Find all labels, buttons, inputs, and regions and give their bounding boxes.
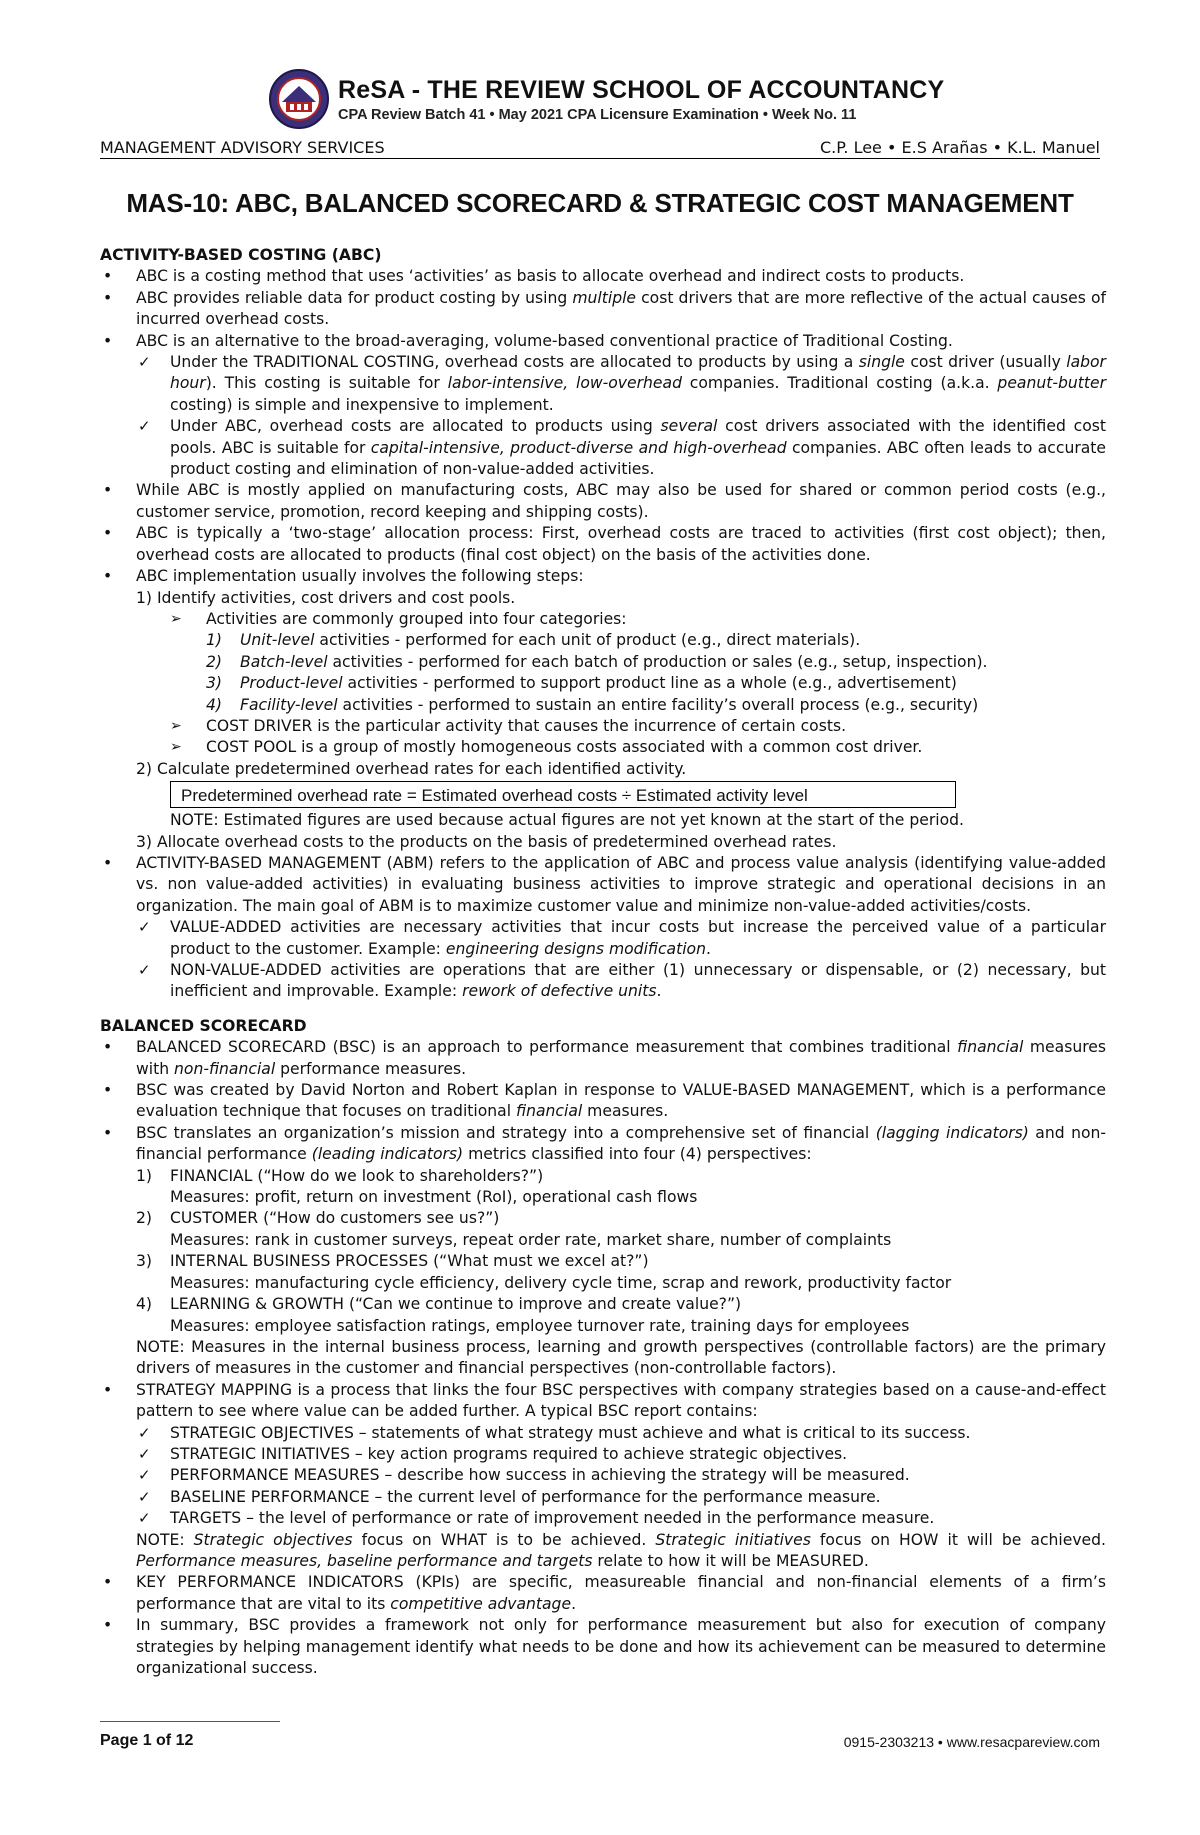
note: NOTE: Strategic objectives focus on WHAT is to be achieved. Strategic initiatives focus on HOW it will be achieved. Performance measures, baseline performance and targets relate to how it will be MEASURED. — [136, 1530, 1107, 1570]
check-item: ✓ NON-VALUE-ADDED activities are operations that are either (1) unnecessary or dispensable, or (2) necessary, but inefficient and improvable. Example: rework of defective units. — [100, 960, 1106, 1003]
check-item: ✓ BASELINE PERFORMANCE – the current level of performance for the performance measure. — [100, 1487, 1106, 1508]
step: 3) Allocate overhead costs to the products on the basis of predetermined overhead rates. — [136, 832, 837, 851]
school-name: ReSA - THE REVIEW SCHOOL OF ACCOUNTANCY — [338, 76, 945, 104]
check-item: ✓ STRATEGIC INITIATIVES – key action programs required to achieve strategic objectives. — [100, 1444, 1106, 1465]
activity-level: 1) Unit-level activities - performed for each unit of product (e.g., direct materials). — [206, 631, 861, 650]
page-number: Page 1 of 12 — [100, 1732, 194, 1749]
perspective: 4) LEARNING & GROWTH (“Can we continue to improve and create value?”) — [136, 1295, 742, 1314]
formula-box-wrapper — [100, 781, 1106, 808]
subject-name: MANAGEMENT ADVISORY SERVICES — [100, 138, 385, 157]
perspective: 3) INTERNAL BUSINESS PROCESSES (“What must we excel at?”) — [136, 1252, 649, 1271]
bullet: • While ABC is mostly applied on manufacturing costs, ABC may also be used for shared or common period costs (e.g., customer service, promotion, record keeping and shipping costs). — [100, 480, 1106, 523]
footer-divider — [100, 1721, 280, 1722]
bullet: • ABC implementation usually involves the following steps: — [100, 566, 1106, 587]
perspective-measures: Measures: profit, return on investment (RoI), operational cash flows — [170, 1188, 698, 1207]
bullet: • ABC provides reliable data for product costing by using multiple cost drivers that are more reflective of the actual causes of incurred overhead costs. — [100, 288, 1106, 331]
activity-level: 3) Product-level activities - performed to support product line as a whole (e.g., advertisement) — [206, 674, 957, 693]
bullet: • ABC is typically a ‘two-stage’ allocation process: First, overhead costs are traced to activities (first cost object); then, overhead costs are allocated to products (final cost object) on the basis of the activities done. — [100, 523, 1106, 566]
document-title: MAS-10: ABC, BALANCED SCORECARD & STRATEGIC COST MANAGEMENT — [126, 188, 1074, 218]
formula-box: Predetermined overhead rate = Estimated overhead costs ÷ Estimated activity level — [170, 781, 956, 808]
arrow-item: ➢ COST DRIVER is the particular activity that causes the incurrence of certain costs. — [100, 716, 1106, 737]
bullet: • STRATEGY MAPPING is a process that links the four BSC perspectives with company strategies based on a cause-and-effect pattern to see where value can be added further. A typical BSC report contains: — [100, 1380, 1106, 1423]
check-item: ✓ Under ABC, overhead costs are allocated to products using several cost drivers associated with the identified cost pools. ABC is suitable for capital-intensive, product-diverse and high-overhead companies. ABC often leads to accurate product costing and elimination of non-value-added activities. — [100, 416, 1106, 480]
perspective: 2) CUSTOMER (“How do customers see us?”) — [136, 1209, 500, 1228]
batch-info: CPA Review Batch 41 • May 2021 CPA Licensure Examination • Week No. 11 — [338, 107, 857, 123]
check-item: ✓ VALUE-ADDED activities are necessary activities that incur costs but increase the perceived value of a particular product to the customer. Example: engineering designs modification. — [100, 917, 1106, 960]
perspective-measures: Measures: manufacturing cycle efficiency, delivery cycle time, scrap and rework, productivity factor — [170, 1273, 952, 1292]
activity-level: 4) Facility-level activities - performed to sustain an entire facility’s overall process (e.g., security) — [206, 695, 979, 714]
bullet: • ACTIVITY-BASED MANAGEMENT (ABM) refers to the application of ABC and process value analysis (identifying value-added vs. non value-added activities) in evaluating business activities to improve strategic and operational decisions in an organization. The main goal of ABM is to maximize customer value and minimize non-value-added activities/costs. — [100, 853, 1106, 917]
arrow-item: ➢ Activities are commonly grouped into four categories: — [100, 609, 1106, 630]
document-body — [100, 245, 1106, 1679]
bullet: • KEY PERFORMANCE INDICATORS (KPIs) are specific, measureable financial and non-financial elements of a firm’s performance that are vital to its competitive advantage. — [100, 1572, 1106, 1615]
section-heading-abc: ACTIVITY-BASED COSTING (ABC) — [100, 246, 382, 264]
note: NOTE: Measures in the internal business process, learning and growth perspectives (controllable factors) are the primary drivers of measures in the customer and financial perspectives (non-controllable factors). — [136, 1337, 1106, 1378]
step: 1) Identify activities, cost drivers and cost pools. — [136, 588, 516, 607]
check-item: ✓ Under the TRADITIONAL COSTING, overhead costs are allocated to products by using a single cost driver (usually labor hour). This costing is suitable for labor-intensive, low-overhead companies. Traditional costing (a.k.a. peanut-butter costing) is simple and inexpensive to implement. — [100, 352, 1106, 416]
note: NOTE: Estimated figures are used because actual figures are not yet known at the start of the period. — [170, 811, 964, 830]
perspective-measures: Measures: employee satisfaction ratings, employee turnover rate, training days for employees — [170, 1316, 910, 1335]
bullet: • ABC is an alternative to the broad-averaging, volume-based conventional practice of Traditional Costing. — [100, 331, 1106, 352]
perspective-measures: Measures: rank in customer surveys, repeat order rate, market share, number of complaints — [170, 1230, 892, 1249]
authors: C.P. Lee • E.S Arañas • K.L. Manuel — [819, 138, 1100, 157]
bullet: • BSC translates an organization’s mission and strategy into a comprehensive set of financial (lagging indicators) and non-financial performance (leading indicators) metrics classified into four (4) perspectives: — [100, 1123, 1106, 1166]
header-divider — [100, 158, 1100, 159]
resa-seal-icon — [268, 68, 330, 130]
activity-level: 2) Batch-level activities - performed for each batch of production or sales (e.g., setup, inspection). — [206, 652, 988, 671]
contact-info: 0915-2303213 • www.resacpareview.com — [843, 1734, 1100, 1750]
check-item: ✓ TARGETS – the level of performance or rate of improvement needed in the performance measure. — [100, 1508, 1106, 1529]
check-item: ✓ PERFORMANCE MEASURES – describe how success in achieving the strategy will be measured. — [100, 1465, 1106, 1486]
bullet: • In summary, BSC provides a framework not only for performance measurement but also for execution of company strategies by helping management identify what needs to be done and how its achievement can be measured to determine organizational success. — [100, 1615, 1106, 1679]
bullet: • BALANCED SCORECARD (BSC) is an approach to performance measurement that combines traditional financial measures with non-financial performance measures. — [100, 1037, 1106, 1080]
perspective: 1) FINANCIAL (“How do we look to shareholders?”) — [136, 1166, 544, 1185]
arrow-item: ➢ COST POOL is a group of mostly homogeneous costs associated with a common cost driver. — [100, 737, 1106, 758]
bullet: • ABC is a costing method that uses ‘activities’ as basis to allocate overhead and indirect costs to products. — [100, 266, 1106, 287]
step: 2) Calculate predetermined overhead rates for each identified activity. — [136, 759, 687, 778]
bullet: • BSC was created by David Norton and Robert Kaplan in response to VALUE-BASED MANAGEMENT, which is a performance evaluation technique that focuses on traditional financial measures. — [100, 1080, 1106, 1123]
check-item: ✓ STRATEGIC OBJECTIVES – statements of what strategy must achieve and what is critical to its success. — [100, 1423, 1106, 1444]
section-heading-bsc: BALANCED SCORECARD — [100, 1016, 307, 1035]
